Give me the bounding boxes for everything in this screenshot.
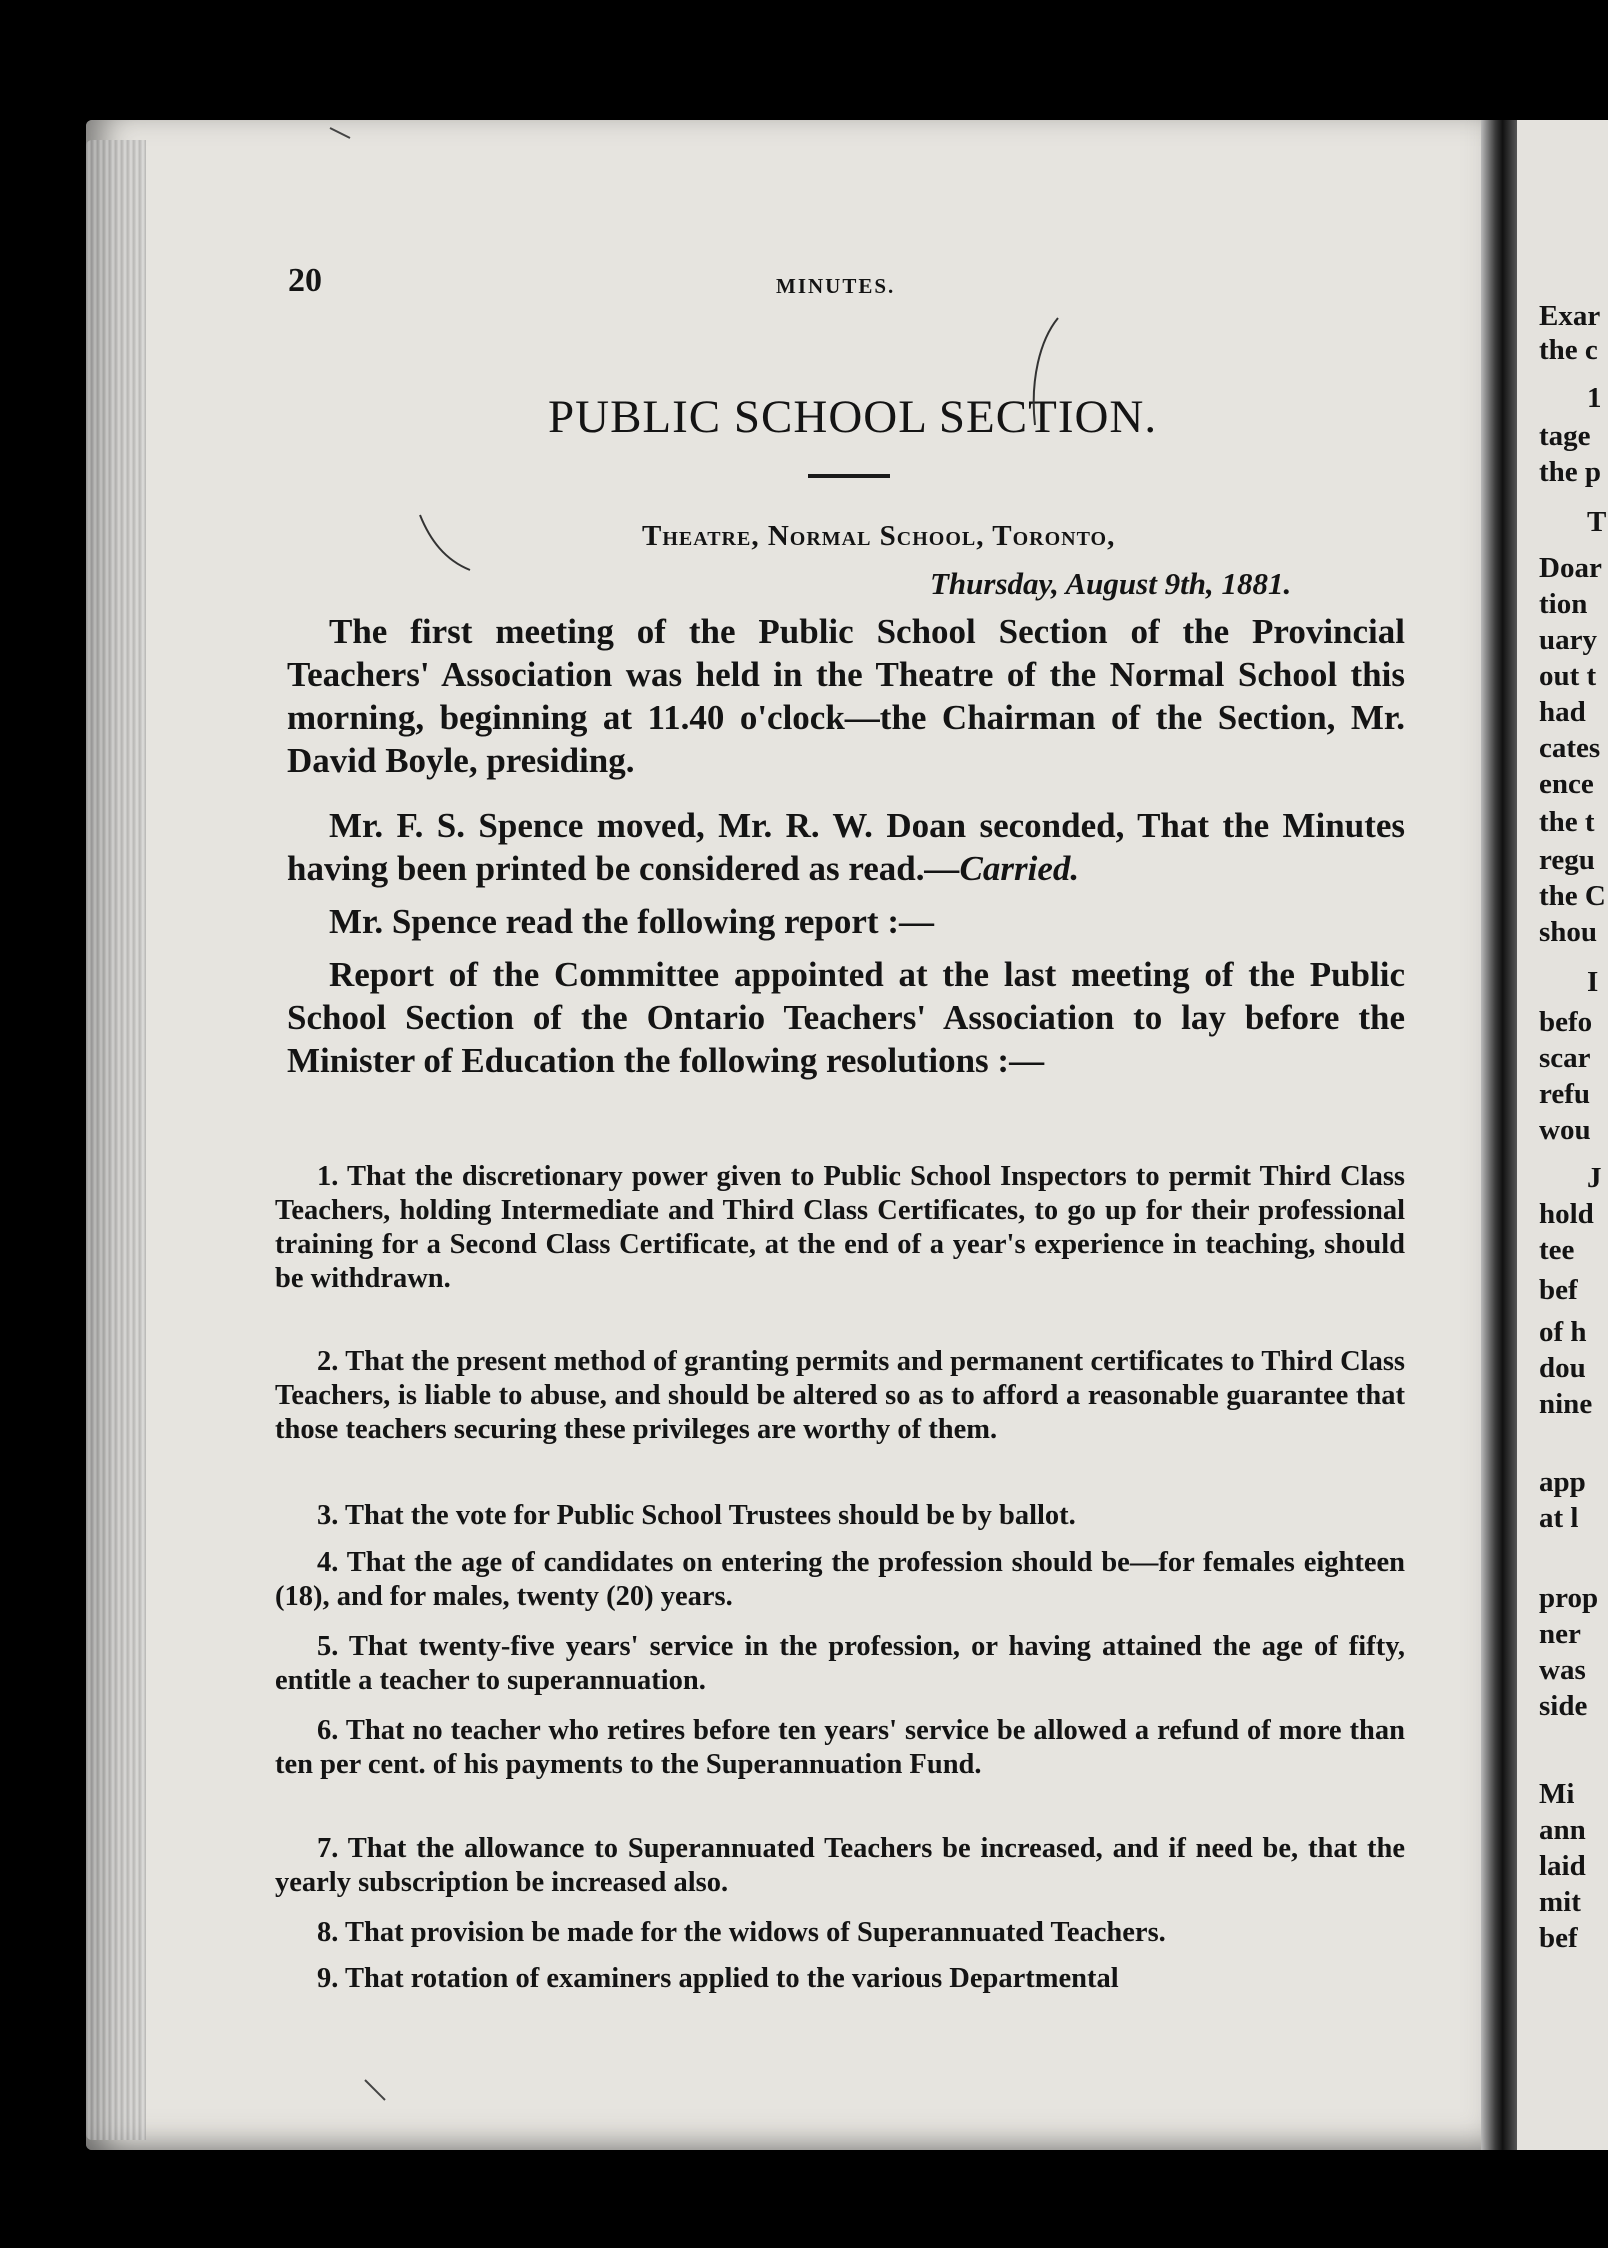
right-fragment-line: ence	[1539, 768, 1594, 800]
right-fragment-line: befo	[1539, 1006, 1593, 1038]
right-fragment-line: I	[1587, 966, 1599, 998]
right-fragment-line: ner	[1539, 1618, 1581, 1650]
right-fragment-line: hold	[1539, 1198, 1594, 1230]
right-fragment-line: regu	[1539, 844, 1595, 876]
right-fragment-line: tion	[1539, 588, 1588, 620]
right-fragment-line: Mi	[1539, 1778, 1575, 1810]
resolution-7: 7. That the allowance to Superannuated Teachers be increased, and if need be, that the yearly subscription be increased also.	[275, 1833, 1405, 1898]
resolution-1: 1. That the discretionary power given to Public School Inspectors to permit Third Class Teachers, holding Intermediate and Third Class Certificates, to go up for their professional training for a Second Class Certificate, at the end of a year's experience in teaching, should be withdrawn.	[275, 1161, 1405, 1294]
right-fragment-line: 1	[1587, 382, 1602, 414]
right-fragment-line: Exar	[1539, 300, 1601, 332]
title-rule	[808, 474, 890, 478]
paragraph-report-intro: Mr. Spence read the following report :—	[329, 902, 934, 941]
page-edge-shading	[86, 140, 146, 2140]
resolution-3: 3. That the vote for Public School Trustees should be by ballot.	[317, 1500, 1076, 1531]
right-fragment-line: Doar	[1539, 552, 1602, 584]
right-fragment-line: dou	[1539, 1352, 1586, 1384]
right-fragment-line: side	[1539, 1690, 1588, 1722]
resolution-5: 5. That twenty-five years' service in the profession, or having attained the age of fifty, entitle a teacher to superannuation.	[275, 1631, 1405, 1696]
right-fragment-line: J	[1587, 1162, 1602, 1194]
right-fragment-line: mit	[1539, 1886, 1581, 1918]
right-fragment-line: at l	[1539, 1502, 1579, 1534]
resolution-2: 2. That the present method of granting permits and permanent certificates to Third Class Teachers, is liable to abuse, and should be altered so as to afford a reasonable guarantee that those teachers securing these privileges are worthy of them.	[275, 1346, 1405, 1445]
resolution-6: 6. That no teacher who retires before ten years' service be allowed a refund of more than ten per cent. of his payments to the Superannuation Fund.	[275, 1715, 1405, 1780]
right-fragment-line: tee	[1539, 1234, 1575, 1266]
book-gutter	[1481, 120, 1517, 2150]
right-fragment-line: bef	[1539, 1922, 1578, 1954]
right-fragment-line: the C	[1539, 880, 1606, 912]
right-fragment-line: the p	[1539, 456, 1602, 488]
venue-line: Theatre, Normal School, Toronto,	[642, 520, 1116, 552]
page-number: 20	[288, 262, 322, 299]
right-fragment-line: refu	[1539, 1078, 1591, 1110]
right-fragment-line: the c	[1539, 334, 1598, 366]
right-fragment-line: T	[1587, 506, 1607, 538]
right-fragment-line: of h	[1539, 1316, 1587, 1348]
right-fragment-line: was	[1539, 1654, 1586, 1686]
resolution-4: 4. That the age of candidates on entering the profession should be—for females eighteen (18), and for males, twenty (20) years.	[275, 1547, 1405, 1612]
paragraph-motion	[287, 804, 1405, 890]
meeting-date: Thursday, August 9th, 1881.	[930, 566, 1292, 601]
section-title: PUBLIC SCHOOL SECTION.	[548, 391, 1158, 443]
right-fragment-line: prop	[1539, 1582, 1599, 1614]
running-head: MINUTES.	[776, 274, 896, 298]
right-fragment-line: the t	[1539, 806, 1595, 838]
right-fragment-line: uary	[1539, 624, 1597, 656]
motion-text: Mr. F. S. Spence moved, Mr. R. W. Doan seconded, That the Minutes having been printed be considered as read.	[287, 806, 1405, 888]
right-fragment-line: had	[1539, 696, 1586, 728]
right-fragment-line: cates	[1539, 732, 1601, 764]
resolution-9: 9. That rotation of examiners applied to the various Departmental	[317, 1963, 1119, 1994]
right-fragment-line: wou	[1539, 1114, 1591, 1146]
carried-label: —Carried.	[924, 849, 1080, 888]
paragraph-opening: The first meeting of the Public School Section of the Provincial Teachers' Association was held in the Theatre of the Normal School this morning, beginning at 11.40 o'clock—the Chairman of the Section, Mr. David Boyle, presiding.	[287, 612, 1405, 780]
right-fragment-line: tage	[1539, 420, 1591, 452]
right-fragment-line: scar	[1539, 1042, 1591, 1074]
right-page-fragment	[1517, 120, 1608, 2150]
right-fragment-line: bef	[1539, 1274, 1578, 1306]
right-fragment-line: ann	[1539, 1814, 1586, 1846]
right-fragment-line: out t	[1539, 660, 1597, 692]
paragraph-report: Report of the Committee appointed at the last meeting of the Public School Section of the Ontario Teachers' Association to lay before the Minister of Education the following resolutions :—	[287, 955, 1405, 1080]
resolution-8: 8. That provision be made for the widows of Superannuated Teachers.	[317, 1917, 1166, 1948]
right-fragment-line: app	[1539, 1466, 1586, 1498]
right-fragment-line: shou	[1539, 916, 1598, 948]
right-fragment-line: nine	[1539, 1388, 1593, 1420]
right-fragment-line: laid	[1539, 1850, 1586, 1882]
